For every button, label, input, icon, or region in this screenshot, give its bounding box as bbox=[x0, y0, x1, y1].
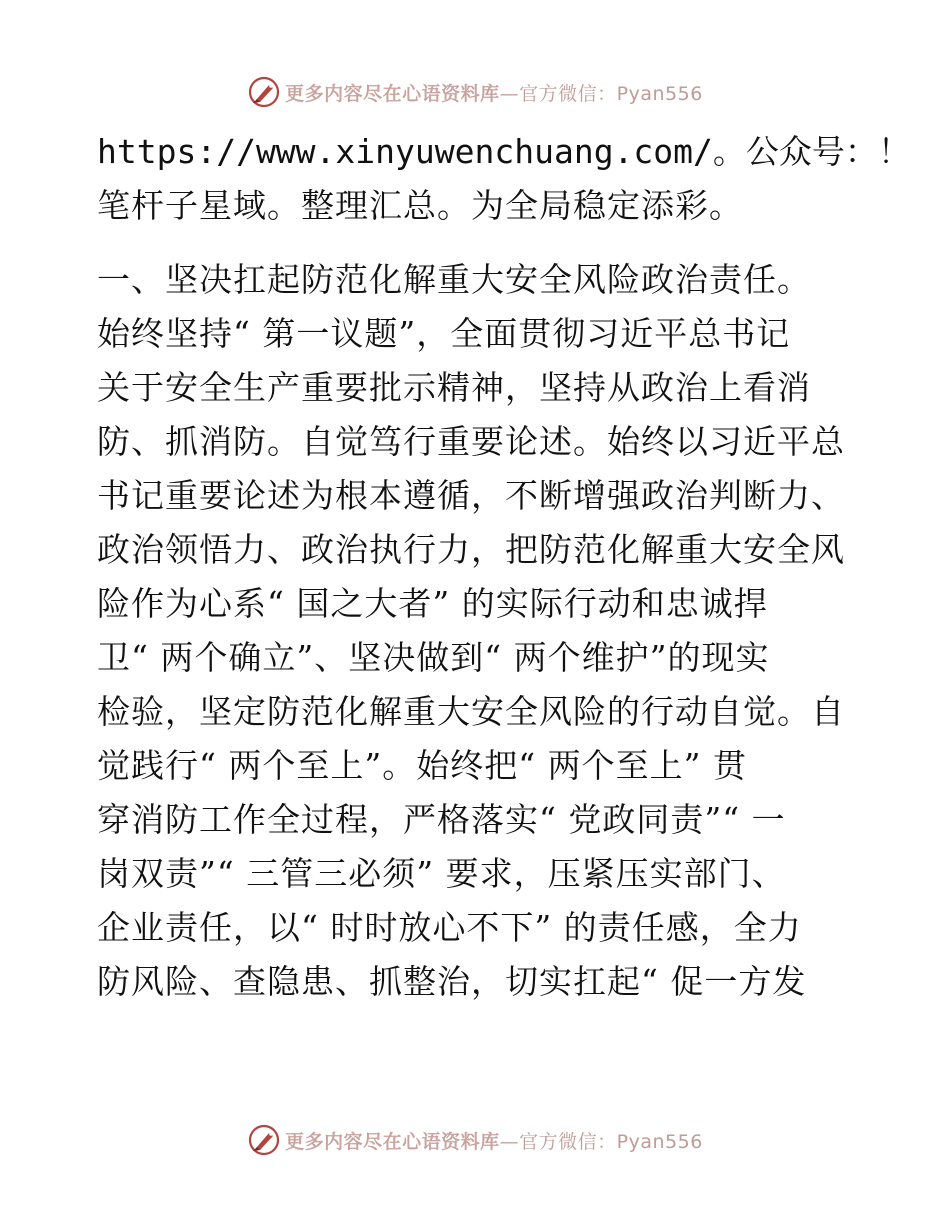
paragraph-line: 检验，坚定防范化解重大安全风险的行动自觉。自 bbox=[97, 692, 845, 731]
intro-line-url: https://www.xinyuwenchuang.com/。公众号：！ bbox=[97, 132, 911, 171]
pen-logo-icon bbox=[247, 75, 281, 109]
pen-logo-icon bbox=[247, 1123, 281, 1157]
paragraph-line: 关于安全生产重要批示精神，坚持从政治上看消 bbox=[97, 368, 811, 407]
paragraph-line: 防风险、查隐患、抓整治，切实扛起“ 促一方发 bbox=[97, 962, 807, 1001]
paragraph-line: 书记重要论述为根本遵循，不断增强政治判断力、 bbox=[97, 476, 845, 515]
intro-line: 笔杆子星域。整理汇总。为全局稳定添彩。 bbox=[97, 186, 743, 225]
paragraph-line: 企业责任，以“ 时时放心不下” 的责任感，全力 bbox=[97, 908, 802, 947]
banner-text: 更多内容尽在心语资料库—官方微信：Pyan556 bbox=[285, 1130, 703, 1153]
paragraph-line: 防、抓消防。自觉笃行重要论述。始终以习近平总 bbox=[97, 422, 845, 461]
footer-banner bbox=[0, 1118, 950, 1162]
paragraph-line: 岗双责”“ 三管三必须” 要求，压紧压实部门、 bbox=[97, 854, 786, 893]
paragraph-line: 觉践行“ 两个至上”。始终把“ 两个至上” 贯 bbox=[97, 746, 747, 785]
section-heading: 一、坚决扛起防范化解重大安全风险政治责任。 bbox=[97, 260, 811, 299]
wechat-id: 官方微信：Pyan556 bbox=[519, 1130, 703, 1153]
header-banner bbox=[0, 70, 950, 114]
banner-text: 更多内容尽在心语资料库—官方微信：Pyan556 bbox=[285, 82, 703, 105]
paragraph-line: 穿消防工作全过程，严格落实“ 党政同责”“ 一 bbox=[97, 800, 786, 839]
document-body bbox=[97, 125, 911, 1009]
wechat-id: 官方微信：Pyan556 bbox=[519, 82, 703, 105]
paragraph-line: 政治领悟力、政治执行力，把防范化解重大安全风 bbox=[97, 530, 845, 569]
paragraph-line: 卫“ 两个确立”、坚决做到“ 两个维护”的现实 bbox=[97, 638, 770, 677]
paragraph-line: 始终坚持“ 第一议题”，全面贯彻习近平总书记 bbox=[97, 314, 791, 353]
paragraph-line: 险作为心系“ 国之大者” 的实际行动和忠诚捍 bbox=[97, 584, 768, 623]
